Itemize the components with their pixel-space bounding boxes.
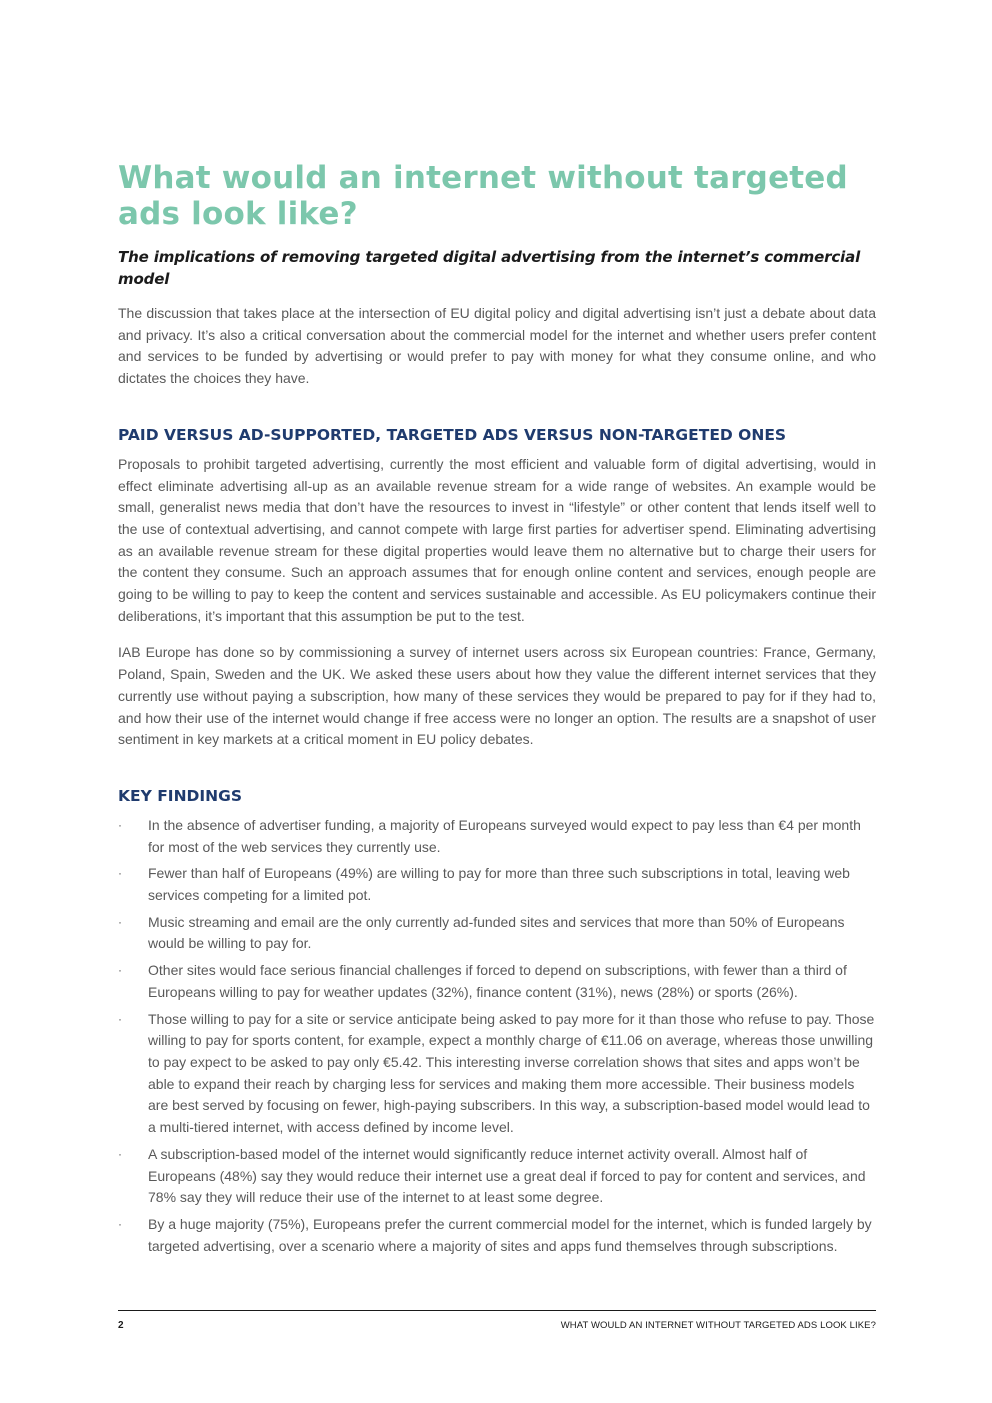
page-subtitle: The implications of removing targeted digital advertising from the internet’s commercial model bbox=[118, 248, 861, 288]
footer-running-title: WHAT WOULD AN INTERNET WITHOUT TARGETED ADS LOOK LIKE? bbox=[560, 1320, 876, 1331]
paragraph-proposals: Proposals to prohibit targeted advertising, currently the most efficient and valuable form of digital advertising, would in effect eliminate advertising all-up as an available revenue stream for a wide range of websites. An example would be small, generalist news media that don’t have the resources to invest in “lifestyle” or other content that lends itself well to the use of contextual advertising, and cannot compete with large first parties for advertiser spend. Eliminating advertising as an available revenue stream for these digital properties would leave them no alternative but to charge their users for the content they consume. Such an approach assumes that for enough online content and services, enough people are going to be willing to pay to keep the content and services sustainable and accessible. As EU policymakers continue their deliberations, it’s important that this assumption be put to the test. bbox=[118, 455, 876, 624]
finding-text: In the absence of advertiser funding, a majority of Europeans surveyed would expect to pay less than €4 per month for most of the web services they currently use. bbox=[148, 816, 861, 855]
bullet-icon: · bbox=[118, 866, 122, 881]
finding-text: A subscription-based model of the internet would significantly reduce internet activity overall. Almost half of Europeans (48%) say they would reduce their internet use a great deal if forced to pay for content and services, and 78% say they will reduce their use of the internet to at least some degree. bbox=[148, 1145, 866, 1206]
bullet-icon: · bbox=[118, 1216, 122, 1231]
list-item bbox=[118, 960, 876, 1003]
document-page bbox=[118, 160, 876, 1262]
bullet-icon: · bbox=[118, 963, 122, 978]
bullet-icon: · bbox=[118, 1146, 122, 1161]
list-item bbox=[118, 815, 876, 858]
key-findings-list bbox=[118, 815, 876, 1257]
bullet-icon: · bbox=[118, 1011, 122, 1026]
section-heading-paid: PAID VERSUS AD-SUPPORTED, TARGETED ADS VERSUS NON-TARGETED ONES bbox=[118, 425, 787, 444]
bullet-icon: · bbox=[118, 914, 122, 929]
footer-divider bbox=[118, 1310, 876, 1311]
bullet-icon: · bbox=[118, 817, 122, 832]
footer-page-number: 2 bbox=[118, 1320, 124, 1331]
section-heading-key-findings: KEY FINDINGS bbox=[118, 786, 243, 805]
intro-paragraph: The discussion that takes place at the intersection of EU digital policy and digital advertising isn’t just a debate about data and privacy. It’s also a critical conversation about the commercial model for the internet and whether users prefer content and services to be funded by advertising or would prefer to pay with money for what they consume online, and who dictates the choices they have. bbox=[118, 305, 876, 387]
finding-text: Other sites would face serious financial challenges if forced to depend on subscriptions, with fewer than a third of Europeans willing to pay for weather updates (32%), finance content (31%), news (28%) or sports (26%). bbox=[148, 962, 847, 1000]
finding-text: By a huge majority (75%), Europeans prefer the current commercial model for the internet, which is funded largely by targeted advertising, over a scenario where a majority of sites and apps fund themselves through subscriptions. bbox=[148, 1215, 872, 1254]
list-item bbox=[118, 1144, 876, 1209]
list-item bbox=[118, 912, 876, 955]
finding-text: Those willing to pay for a site or service anticipate being asked to pay more for it than those who refuse to pay. Those willing to pay for sports content, for example, expect a monthly charge of €11.06 on average, whereas those unwilling to pay expect to be asked to pay only €5.42. This interesting inverse correlation shows that sites and apps won’t be able to expand their reach by charging less for services and making them more accessible. Their business models are best served by focusing on fewer, high-paying subscribers. In this way, a subscription-based model would lead to a multi-tiered internet, with access defined by income level. bbox=[148, 1010, 875, 1136]
paragraph-iab-survey: IAB Europe has done so by commissioning a survey of internet users across six European countries: France, Germany, Poland, Spain, Sweden and the UK. We asked these users about how they value the different internet services that they currently use without paying a subscription, how many of these services they would be prepared to pay for if they had to, and how their use of the internet would change if free access were no longer an option. The results are a snapshot of user sentiment in key markets at a critical moment in EU policy debates. bbox=[118, 644, 876, 748]
list-item bbox=[118, 1009, 876, 1139]
finding-text: Music streaming and email are the only currently ad-funded sites and services that more than 50% of Europeans would be willing to pay for. bbox=[148, 913, 845, 952]
list-item bbox=[118, 1214, 876, 1257]
finding-text: Fewer than half of Europeans (49%) are willing to pay for more than three such subscriptions in total, leaving web services competing for a limited pot. bbox=[148, 865, 850, 904]
page-title: What would an internet without targeted ads look like? bbox=[118, 160, 848, 232]
list-item bbox=[118, 863, 876, 906]
